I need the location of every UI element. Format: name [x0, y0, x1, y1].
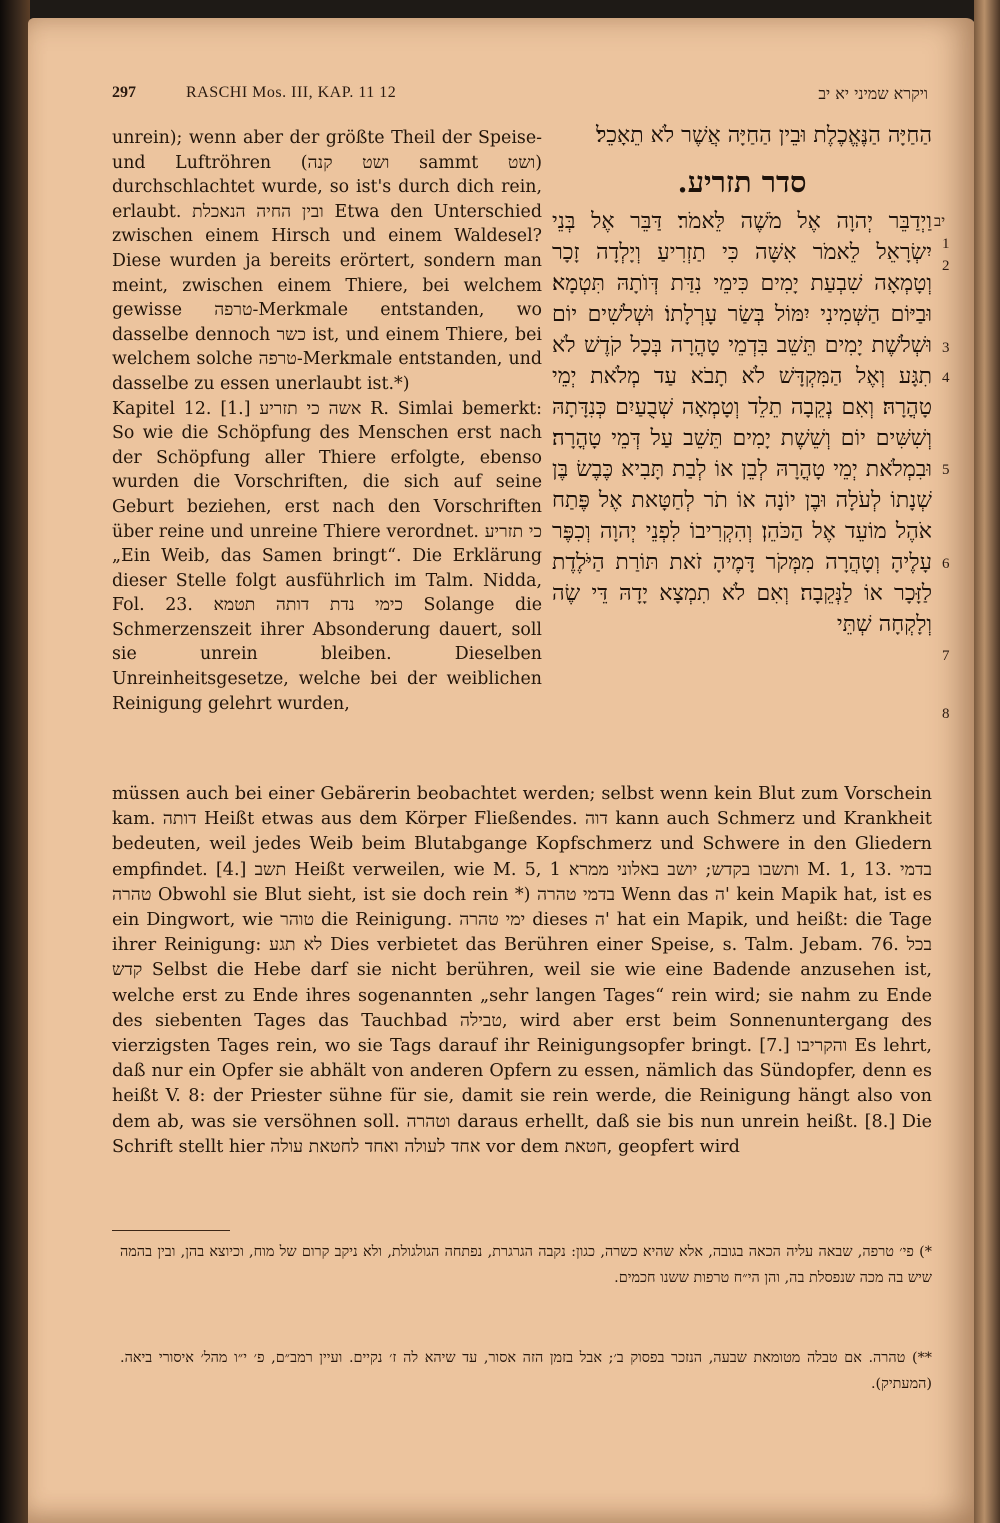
commentary-left-column — [112, 126, 542, 716]
commentary-full-width — [112, 782, 932, 1160]
page-edge-shadow — [974, 0, 1000, 1523]
verse-number: 5 — [942, 462, 950, 478]
hebrew-verse-top: הַחַיָּה הַנֶּאֱכֶלֶת וּבֵין הַחַיָּה אֲשֶׁר לֹא תֵאָכֵל׃ — [596, 123, 932, 148]
verse-number: 2 — [942, 258, 950, 274]
running-title: RASCHI Mos. III, KAP. 11 12 — [186, 84, 397, 101]
page-number: 297 — [112, 84, 136, 101]
sidra-title: סדר תזריע. — [677, 165, 807, 199]
chapter-marker: יב — [934, 214, 946, 230]
commentary-paragraph: Kapitel 12. [1.] אשה כי תזריע R. Simlai bemerkt: So wie die Schöpfung des Menschen erst nach der Schöpfung aller Thiere erfolgte, ebenso wurden die Vorschriften, die sich auf seine Geburt beziehen, erst nach den Vorschriften über reine und unreine Thiere verordnet. כי תזריע „Ein Weib, das Samen bringt“. Die Erklärung dieser Stelle folgt ausführlich im Talm. Nidda, Fol. 23. כימי נדת דותה תטמא Solange die Schmerzenszeit ihrer Absonderung dauert, soll sie unrein bleiben. Dieselben Unreinheitsgesetze, welche bei der weiblichen Reinigung gelehrt wurden, — [112, 398, 543, 714]
verse-number: 8 — [942, 706, 950, 722]
commentary-paragraph: unrein); wenn aber der größte Theil der Speise- und Luftröhren (ושט קנה sammt ושט) durchschlachtet wurde, so ist's durch dich rein, erlaubt. ובין החיה הנאכלת Etwa den Unterschied zwischen einem Hirsch und einem Waldesel? Diese wurden ja bereits erörtert, sondern man meint, zwischen einem Thiere, bei welchem gewisse טרפה-Merkmale entstanden, wo dasselbe dennoch כשר ist, und einem Thiere, bei welchem solche טרפה-Merkmale entstanden, und dasselbe zu essen unerlaubt ist.*) — [112, 128, 542, 394]
verse-number: 3 — [942, 340, 950, 356]
footnote-rule — [112, 1230, 230, 1231]
hebrew-text-column — [552, 120, 932, 640]
footnote: **) טהרה. אם טבלה מטומאת שבעה, הנזכר בפסוק ב׳; אבל בזמן הזה אסור, עד שיהא לה ז׳ נקיים. ועיין רמב״ם, פ׳ י״ו מהל׳ איסורי ביאה. (המעתיק). — [120, 1350, 932, 1392]
book-binding — [0, 0, 30, 1523]
verse-number: 7 — [942, 648, 950, 664]
hebrew-verses: וַיְדַבֵּר יְהוָה אֶל מֹשֶׁה לֵּאמֹר׃ דַּבֵּר אֶל בְּנֵי יִשְׂרָאֵל לֵאמֹר אִשָּׁה כִּי תַזְרִיעַ וְיָלְדָה זָכָר וְטָמְאָה שִׁבְעַת יָמִים כִּימֵי נִדַּת דְּוֺתָהּ תִּטְמָא׃ וּבַיּוֹם הַשְּׁמִינִי יִמּוֹל בְּשַׂר עָרְלָתוֹ׃ וּשְׁלֹשִׁים יוֹם וּשְׁלֹשֶׁת יָמִים תֵּשֵׁב בִּדְמֵי טָהֳרָה בְּכָל קֹדֶשׁ לֹא תִגָּע וְאֶל הַמִּקְדָּשׁ לֹא תָבֹא עַד מְלֹאת יְמֵי טָהֳרָהּ׃ וְאִם נְקֵבָה תֵלֵד וְטָמְאָה שְׁבֻעַיִם כְּנִדָּתָהּ וְשִׁשִּׁים יוֹם וְשֵׁשֶׁת יָמִים תֵּשֵׁב עַל דְּמֵי טָהֳרָה׃ וּבִמְלֹאת יְמֵי טָהֳרָהּ לְבֵן אוֹ לְבַת תָּבִיא כֶּבֶשׂ בֶּן שְׁנָתוֹ לְעֹלָה וּבֶן יוֹנָה אוֹ תֹר לְחַטָּאת אֶל פֶּתַח אֹהֶל מוֹעֵד אֶל הַכֹּהֵן׃ וְהִקְרִיבוֹ לִפְנֵי יְהוָה וְכִפֶּר עָלֶיהָ וְטָהֲרָה מִמְּקֹר דָּמֶיהָ זֹאת תּוֹרַת הַיֹּלֶדֶת לַזָּכָר אוֹ לַנְּקֵבָה׃ וְאִם לֹא תִמְצָא יָדָהּ דֵּי שֶׂה וְלָקְחָה שְׁתֵּי — [552, 209, 932, 637]
verse-number: 4 — [942, 370, 950, 386]
verse-number: 1 — [942, 236, 950, 252]
commentary-paragraph: müssen auch bei einer Gebärerin beobachtet werden; selbst wenn kein Blut zum Vorschein kam. דותה Heißt etwas aus dem Körper Fließendes. דוה kann auch Schmerz und Krankheit bedeuten, weil jedes Weib beim Blutabgange Kopfschmerz und Schwere in den Gliedern empfindet. [4.] תשב Heißt verweilen, wie M. 5, 1 ותשבו בקדש; יושב באלוני ממרא M. 1, 13. בדמי טהרה Obwohl sie Blut sieht, ist sie doch rein *) בדמי טהרה Wenn das ה' kein Mapik hat, ist es ein Dingwort, wie טוהר die Reinigung. ימי טהרה dieses ה' hat ein Mapik, und heißt: die Tage ihrer Reinigung: לא תגע Dies verbietet das Berühren einer Speise, s. Talm. Jebam. 76. בכל קדש Selbst die Hebe darf sie nicht berühren, weil sie wie eine Badende anzusehen ist, welche erst zu Ende ihres sogenannten „sehr langen Tages“ rein wird; sie nahm zu Ende des siebenten Tages das Tauchbad טבילה, wird aber erst beim Sonnenuntergang des vierzigsten Tages rein, wo sie Tags darauf ihr Reinigungsopfer bringt. [7.] והקריבו Es lehrt, daß nur ein Opfer sie abhält von anderen Opfern zu essen, nämlich das Sündopfer, denn es heißt V. 8: der Priester sühne für sie, damit sie rein werde, die Reinigung hängt also von dem ab, was sie versöhnen soll. וטהרה daraus erhellt, daß sie bis nun unrein heißt. [8.] Die Schrift stellt hier אחד לעולה ואחד לחטאת עולה vor dem חטאת, geopfert wird — [112, 784, 933, 1157]
verse-number: 6 — [942, 556, 950, 572]
hebrew-running-title: ויקרא שמיני יא יב — [818, 84, 928, 103]
footnote: *) פי׳ טרפה, שבאה עליה הכאה בגובה, אלא שהיא כשרה, כגון: נקבה הגרגרת, נפתחה הגולגולת, ולא ניקב קרום של מוח, וכיוצא בהן, ובין בהמה שיש בה מכה שנפסלת בה, והן הי״ח טרפות ששנו חכמים. — [120, 1244, 932, 1286]
